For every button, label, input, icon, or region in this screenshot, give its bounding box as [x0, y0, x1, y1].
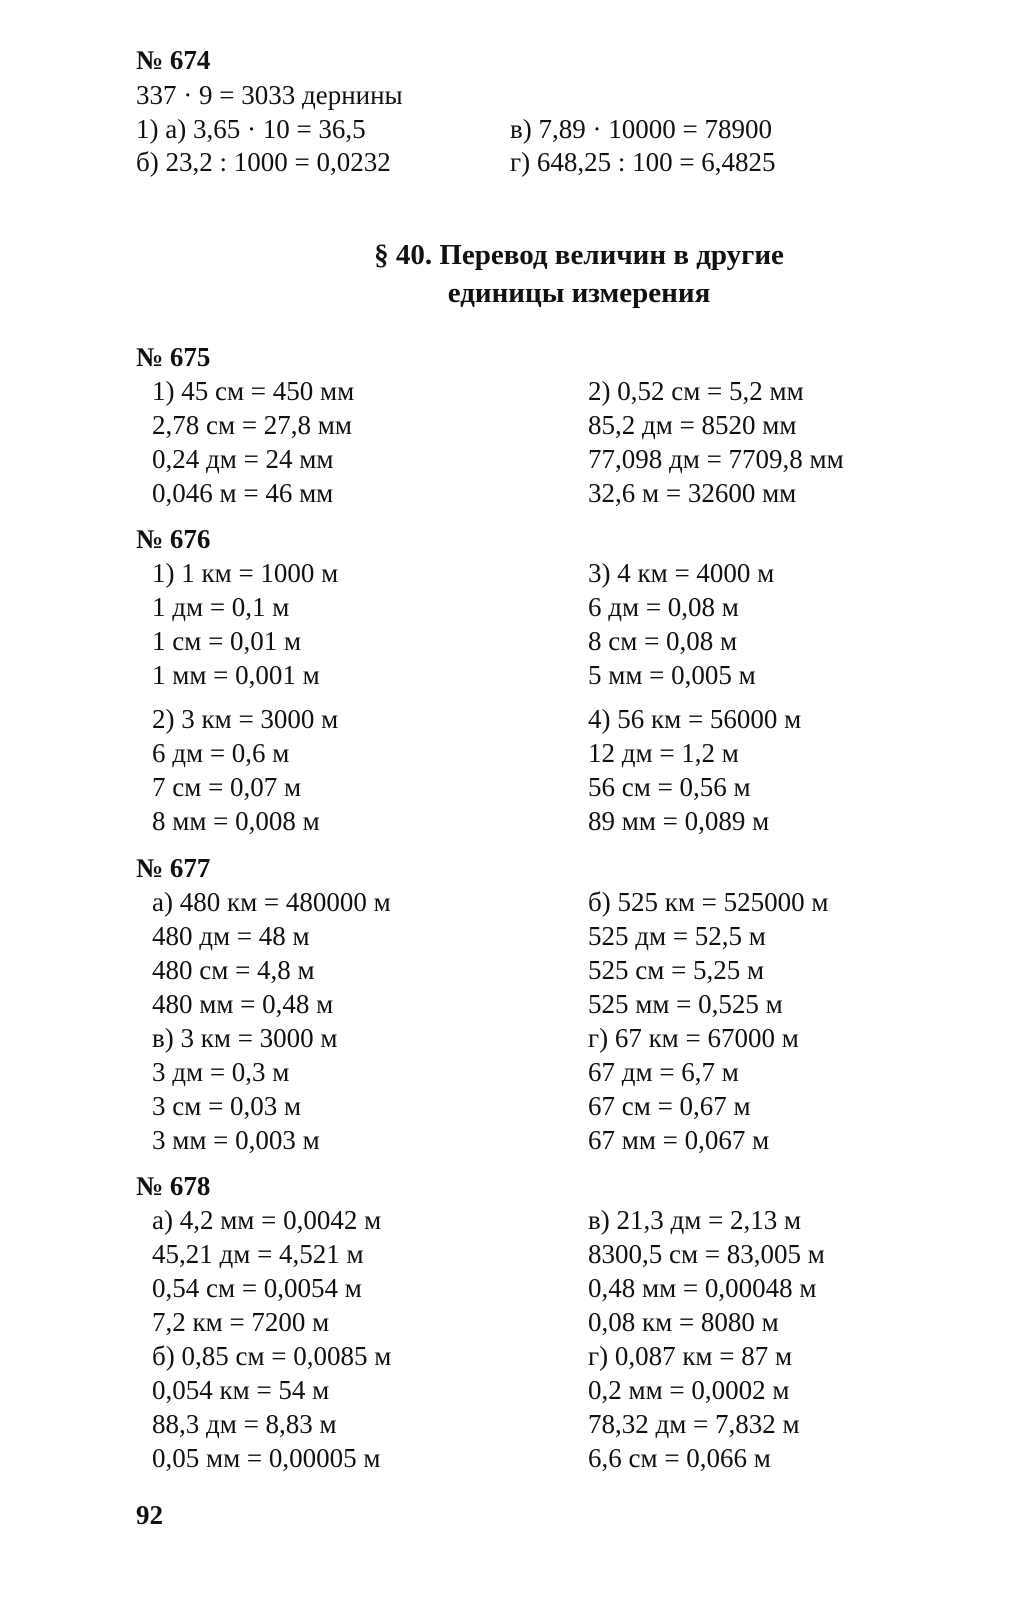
problem-677-line: 67 см = 0,67 м — [588, 1091, 751, 1121]
problem-676-line: 5 мм = 0,005 м — [588, 660, 756, 690]
problem-675-line: 32,6 м = 32600 мм — [588, 478, 797, 508]
problem-674-line: г) 648,25 : 100 = 6,4825 — [510, 147, 776, 177]
problem-674-line: в) 7,89 · 10000 = 78900 — [510, 114, 772, 144]
problem-678-line: 6,6 см = 0,066 м — [588, 1443, 771, 1473]
problem-678-line: 7,2 км = 7200 м — [152, 1307, 330, 1337]
problem-678-line: 0,54 см = 0,0054 м — [152, 1273, 362, 1303]
problem-677-line: 480 дм = 48 м — [152, 921, 310, 951]
page-number: 92 — [136, 1500, 163, 1530]
problem-677-line: б) 525 км = 525000 м — [588, 887, 829, 917]
problem-677-line: 525 см = 5,25 м — [588, 955, 765, 985]
problem-674-header: № 674 — [136, 45, 211, 75]
problem-678-line: 45,21 дм = 4,521 м — [152, 1239, 364, 1269]
problem-677-line: 67 дм = 6,7 м — [588, 1057, 739, 1087]
section-title — [0, 236, 1028, 312]
problem-678-line: 0,48 мм = 0,00048 м — [588, 1273, 817, 1303]
problem-676-line: 4) 56 км = 56000 м — [588, 704, 802, 734]
problem-678-line: 0,05 мм = 0,00005 м — [152, 1443, 381, 1473]
problem-678-line: г) 0,087 км = 87 м — [588, 1341, 793, 1371]
problem-675-line: 2) 0,52 см = 5,2 мм — [588, 376, 804, 406]
problem-676-header: № 676 — [136, 524, 211, 554]
problem-678-line: 0,2 мм = 0,0002 м — [588, 1375, 790, 1405]
problem-678-line: 78,32 дм = 7,832 м — [588, 1409, 800, 1439]
problem-675-line: 85,2 дм = 8520 мм — [588, 410, 797, 440]
problem-677-line: а) 480 км = 480000 м — [152, 887, 391, 917]
problem-678-line: 0,08 км = 8080 м — [588, 1307, 779, 1337]
problem-676-line: 1) 1 км = 1000 м — [152, 558, 339, 588]
problem-678-line: 8300,5 см = 83,005 м — [588, 1239, 825, 1269]
problem-677-line: 525 дм = 52,5 м — [588, 921, 766, 951]
problem-676-line: 6 дм = 0,6 м — [152, 738, 290, 768]
problem-678-line: а) 4,2 мм = 0,0042 м — [152, 1205, 382, 1235]
problem-675-line: 1) 45 см = 450 мм — [152, 376, 355, 406]
problem-678-line: 88,3 дм = 8,83 м — [152, 1409, 337, 1439]
problem-676-line: 8 мм = 0,008 м — [152, 806, 320, 836]
problem-677-line: г) 67 км = 67000 м — [588, 1023, 799, 1053]
problem-677-line: 525 мм = 0,525 м — [588, 989, 783, 1019]
problem-677-line: 3 мм = 0,003 м — [152, 1125, 320, 1155]
problem-674-line: б) 23,2 : 1000 = 0,0232 — [136, 147, 391, 177]
problem-676-line: 8 см = 0,08 м — [588, 626, 738, 656]
problem-675-line: 2,78 см = 27,8 мм — [152, 410, 352, 440]
problem-678-header: № 678 — [136, 1171, 211, 1201]
section-title-line: § 40. Перевод величин в другие — [374, 239, 784, 271]
problem-675-line: 77,098 дм = 7709,8 мм — [588, 444, 844, 474]
problem-676-line: 89 мм = 0,089 м — [588, 806, 770, 836]
problem-678-line: в) 21,3 дм = 2,13 м — [588, 1205, 802, 1235]
problem-675-header: № 675 — [136, 342, 211, 372]
problem-676-line: 1 см = 0,01 м — [152, 626, 302, 656]
problem-676-line: 56 см = 0,56 м — [588, 772, 751, 802]
problem-678-line: 0,054 км = 54 м — [152, 1375, 330, 1405]
section-title-line: единицы измерения — [447, 277, 711, 309]
problem-676-line: 1 дм = 0,1 м — [152, 592, 290, 622]
problem-674-line: 337 · 9 = 3033 дернины — [136, 80, 403, 110]
problem-675-line: 0,24 дм = 24 мм — [152, 444, 334, 474]
problem-677-line: 67 мм = 0,067 м — [588, 1125, 770, 1155]
problem-676-line: 2) 3 км = 3000 м — [152, 704, 339, 734]
problem-675-line: 0,046 м = 46 мм — [152, 478, 334, 508]
problem-677-line: 3 дм = 0,3 м — [152, 1057, 290, 1087]
problem-677-line: 480 см = 4,8 м — [152, 955, 315, 985]
problem-678-line: б) 0,85 см = 0,0085 м — [152, 1341, 392, 1371]
problem-676-line: 1 мм = 0,001 м — [152, 660, 320, 690]
problem-677-line: в) 3 км = 3000 м — [152, 1023, 338, 1053]
problem-676-line: 6 дм = 0,08 м — [588, 592, 739, 622]
problem-676-line: 7 см = 0,07 м — [152, 772, 302, 802]
problem-677-line: 3 см = 0,03 м — [152, 1091, 302, 1121]
problem-677-line: 480 мм = 0,48 м — [152, 989, 334, 1019]
problem-676-line: 3) 4 км = 4000 м — [588, 558, 775, 588]
problem-677-header: № 677 — [136, 853, 211, 883]
problem-676-line: 12 дм = 1,2 м — [588, 738, 739, 768]
problem-674-line: 1) а) 3,65 · 10 = 36,5 — [136, 114, 366, 144]
